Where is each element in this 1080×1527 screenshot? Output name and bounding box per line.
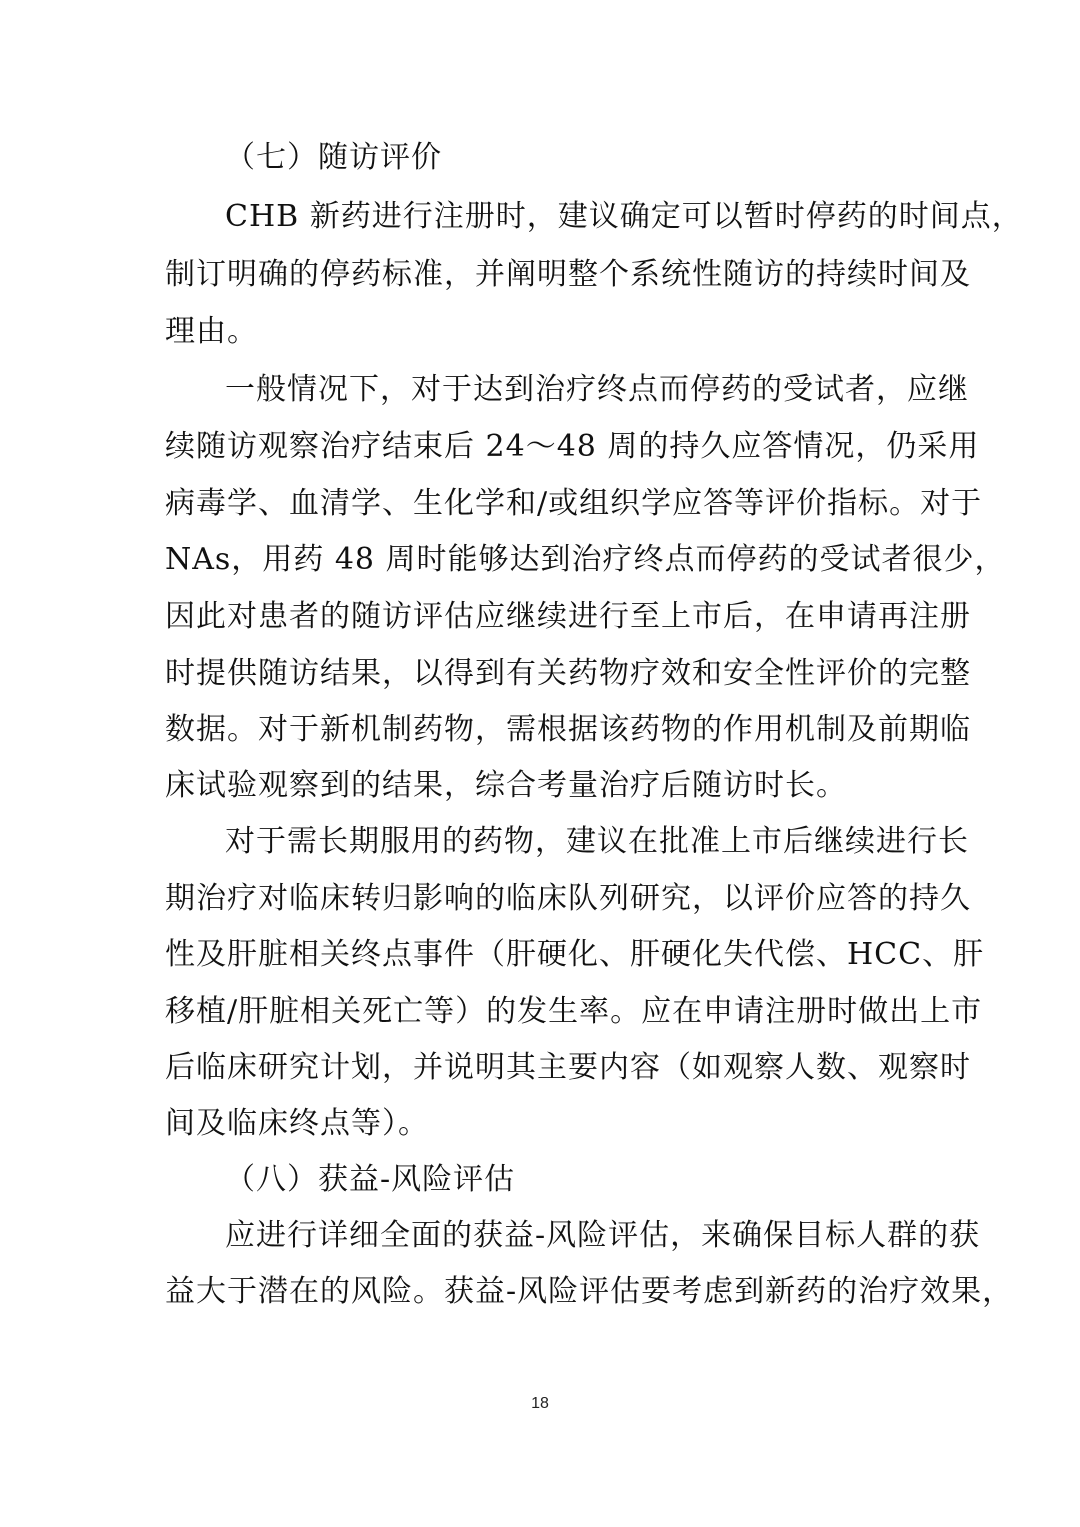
paragraph-line: 益大于潜在的风险。获益-风险评估要考虑到新药的治疗效果，	[165, 1274, 1014, 1309]
paragraph-line: 制订明确的停药标准，并阐明整个系统性随访的持续时间及	[165, 257, 971, 292]
section-heading-follow-up-evaluation: （七）随访评价	[225, 140, 442, 175]
paragraph-line: NAs，用药 48 周时能够达到治疗终点而停药的受试者很少，	[165, 542, 1006, 577]
paragraph-line: 续随访观察治疗结束后 24～48 周的持久应答情况，仍采用	[165, 429, 980, 464]
paragraph-line: 期治疗对临床转归影响的临床队列研究，以评价应答的持久	[165, 881, 971, 916]
paragraph-line: 性及肝脏相关终点事件（肝硬化、肝硬化失代偿、HCC、肝	[165, 937, 985, 972]
paragraph-line: 应进行详细全面的获益-风险评估，来确保目标人群的获	[225, 1218, 981, 1253]
paragraph-line: 床试验观察到的结果，综合考量治疗后随访时长。	[165, 768, 847, 803]
paragraph-line: 因此对患者的随访评估应继续进行至上市后，在申请再注册	[165, 599, 971, 634]
paragraph-line: 病毒学、血清学、生化学和/或组织学应答等评价指标。对于	[165, 486, 983, 521]
paragraph-line: 移植/肝脏相关死亡等）的发生率。应在申请注册时做出上市	[165, 994, 983, 1029]
paragraph-line: 后临床研究计划，并说明其主要内容（如观察人数、观察时	[165, 1050, 971, 1085]
paragraph-line: 数据。对于新机制药物，需根据该药物的作用机制及前期临	[165, 712, 971, 747]
page-number: 18	[531, 1395, 549, 1412]
paragraph-line: 一般情况下，对于达到治疗终点而停药的受试者，应继	[225, 372, 969, 407]
section-heading-benefit-risk-assessment: （八）获益-风险评估	[225, 1162, 516, 1197]
paragraph-line: 间及临床终点等）。	[165, 1106, 429, 1141]
paragraph-line: 时提供随访结果，以得到有关药物疗效和安全性评价的完整	[165, 656, 971, 691]
paragraph-line: CHB 新药进行注册时，建议确定可以暂时停药的时间点，	[225, 199, 1023, 234]
paragraph-line: 对于需长期服用的药物，建议在批准上市后继续进行长	[225, 824, 969, 859]
paragraph-line: 理由。	[165, 314, 258, 349]
